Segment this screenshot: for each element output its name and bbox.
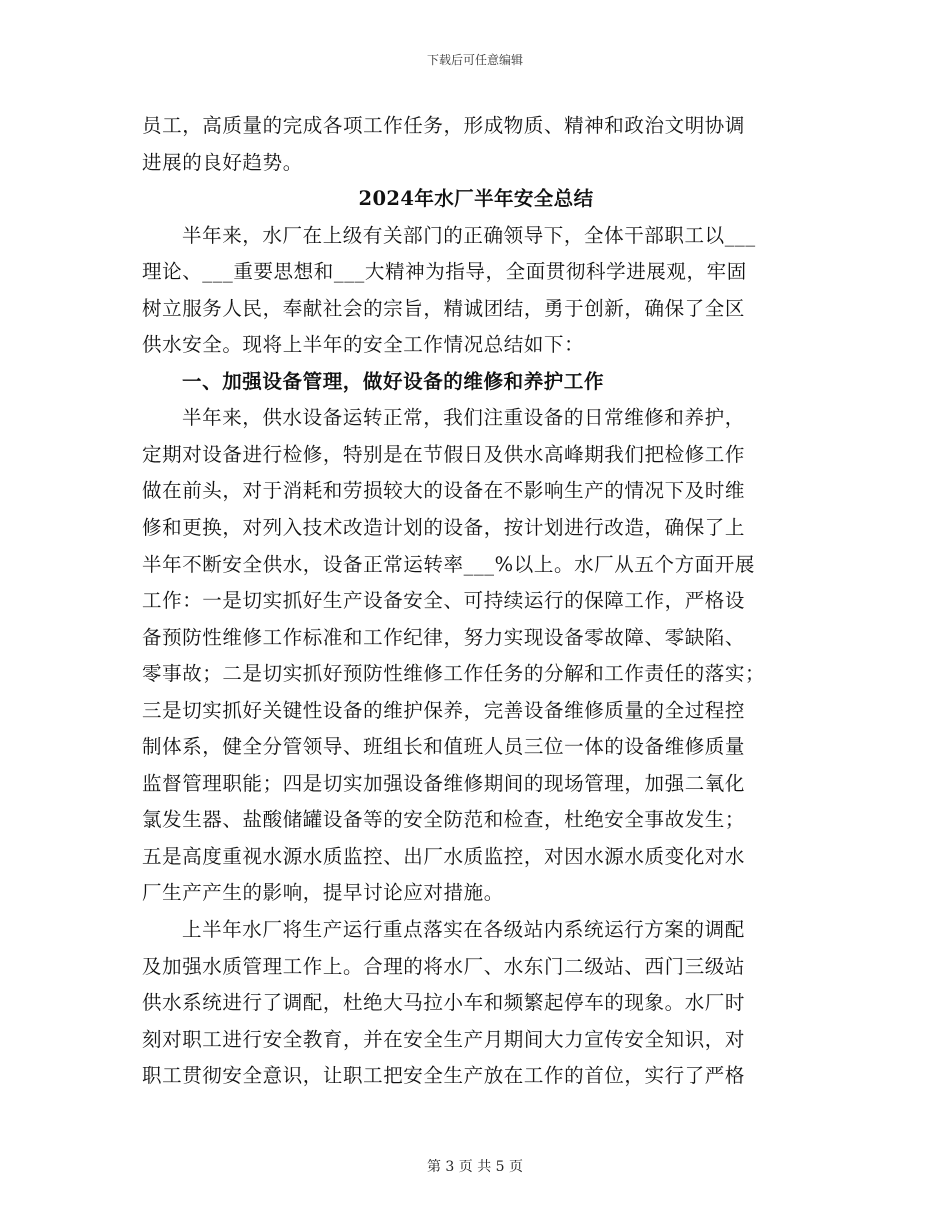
body-line: 监督管理职能；四是切实加强设备维修期间的现场管理，加强二氧化	[142, 771, 746, 795]
body-line: 供水安全。现将上半年的安全工作情况总结如下：	[142, 333, 585, 357]
body-line: 半年不断安全供水，设备正常运转率___%以上。水厂从五个方面开展	[142, 552, 755, 576]
body-line: 修和更换，对列入技术改造计划的设备，按计划进行改造，确保了上	[142, 516, 746, 540]
body-line: 理论、___重要思想和___大精神为指导，全面贯彻科学进展观，牢固	[142, 260, 747, 284]
body-line: 备预防性维修工作标准和工作纪律，努力实现设备零故障、零缺陷、	[142, 625, 746, 649]
body-line: 厂生产产生的影响，提早讨论应对措施。	[142, 881, 504, 905]
body-line: 定期对设备进行检修，特别是在节假日及供水高峰期我们把检修工作	[142, 442, 746, 466]
body-line: 工作：一是切实抓好生产设备安全、可持续运行的保障工作，严格设	[142, 589, 746, 613]
body-line: 氯发生器、盐酸储罐设备等的安全防范和检查，杜绝安全事故发生；	[142, 808, 746, 832]
page-header: 下载后可任意编辑	[426, 53, 523, 67]
body-line: 职工贯彻安全意识，让职工把安全生产放在工作的首位，实行了严格	[142, 1064, 746, 1088]
body-line: 零事故；二是切实抓好预防性维修工作任务的分解和工作责任的落实；	[142, 662, 766, 686]
paragraph-start: 半年来，水厂在上级有关部门的正确领导下，全体干部职工以___	[182, 223, 756, 247]
body-line: 刻对职工进行安全教育，并在安全生产月期间大力宣传安全知识，对	[142, 1027, 746, 1051]
body-line: 三是切实抓好关键性设备的维护保养，完善设备维修质量的全过程控	[142, 698, 746, 722]
body-line: 及加强水质管理工作上。合理的将水厂、水东门二级站、西门三级站	[142, 954, 746, 978]
body-line: 制体系，健全分管领导、班组长和值班人员三位一体的设备维修质量	[142, 735, 746, 759]
body-line: 员工，高质量的完成各项工作任务，形成物质、精神和政治文明协调	[142, 114, 746, 137]
body-line: 进展的良好趋势。	[142, 150, 303, 174]
page-number: 第 3 页 共 5 页	[426, 1159, 524, 1175]
section-heading: 一、加强设备管理，做好设备的维修和养护工作	[182, 369, 605, 393]
document-title: 2024年水厂半年安全总结	[358, 187, 594, 211]
body-line: 树立服务人民，奉献社会的宗旨，精诚团结，勇于创新，确保了全区	[142, 296, 746, 320]
body-line: 五是高度重视水源水质监控、出厂水质监控，对因水源水质变化对水	[142, 844, 746, 868]
body-line: 做在前头，对于消耗和劳损较大的设备在不影响生产的情况下及时维	[142, 479, 746, 503]
paragraph-start: 上半年水厂将生产运行重点落实在各级站内系统运行方案的调配	[182, 918, 745, 942]
paragraph-start: 半年来，供水设备运转正常，我们注重设备的日常维修和养护，	[182, 406, 745, 430]
document-body	[142, 108, 810, 1095]
body-line: 供水系统进行了调配，杜绝大马拉小车和频繁起停车的现象。水厂时	[142, 991, 746, 1015]
